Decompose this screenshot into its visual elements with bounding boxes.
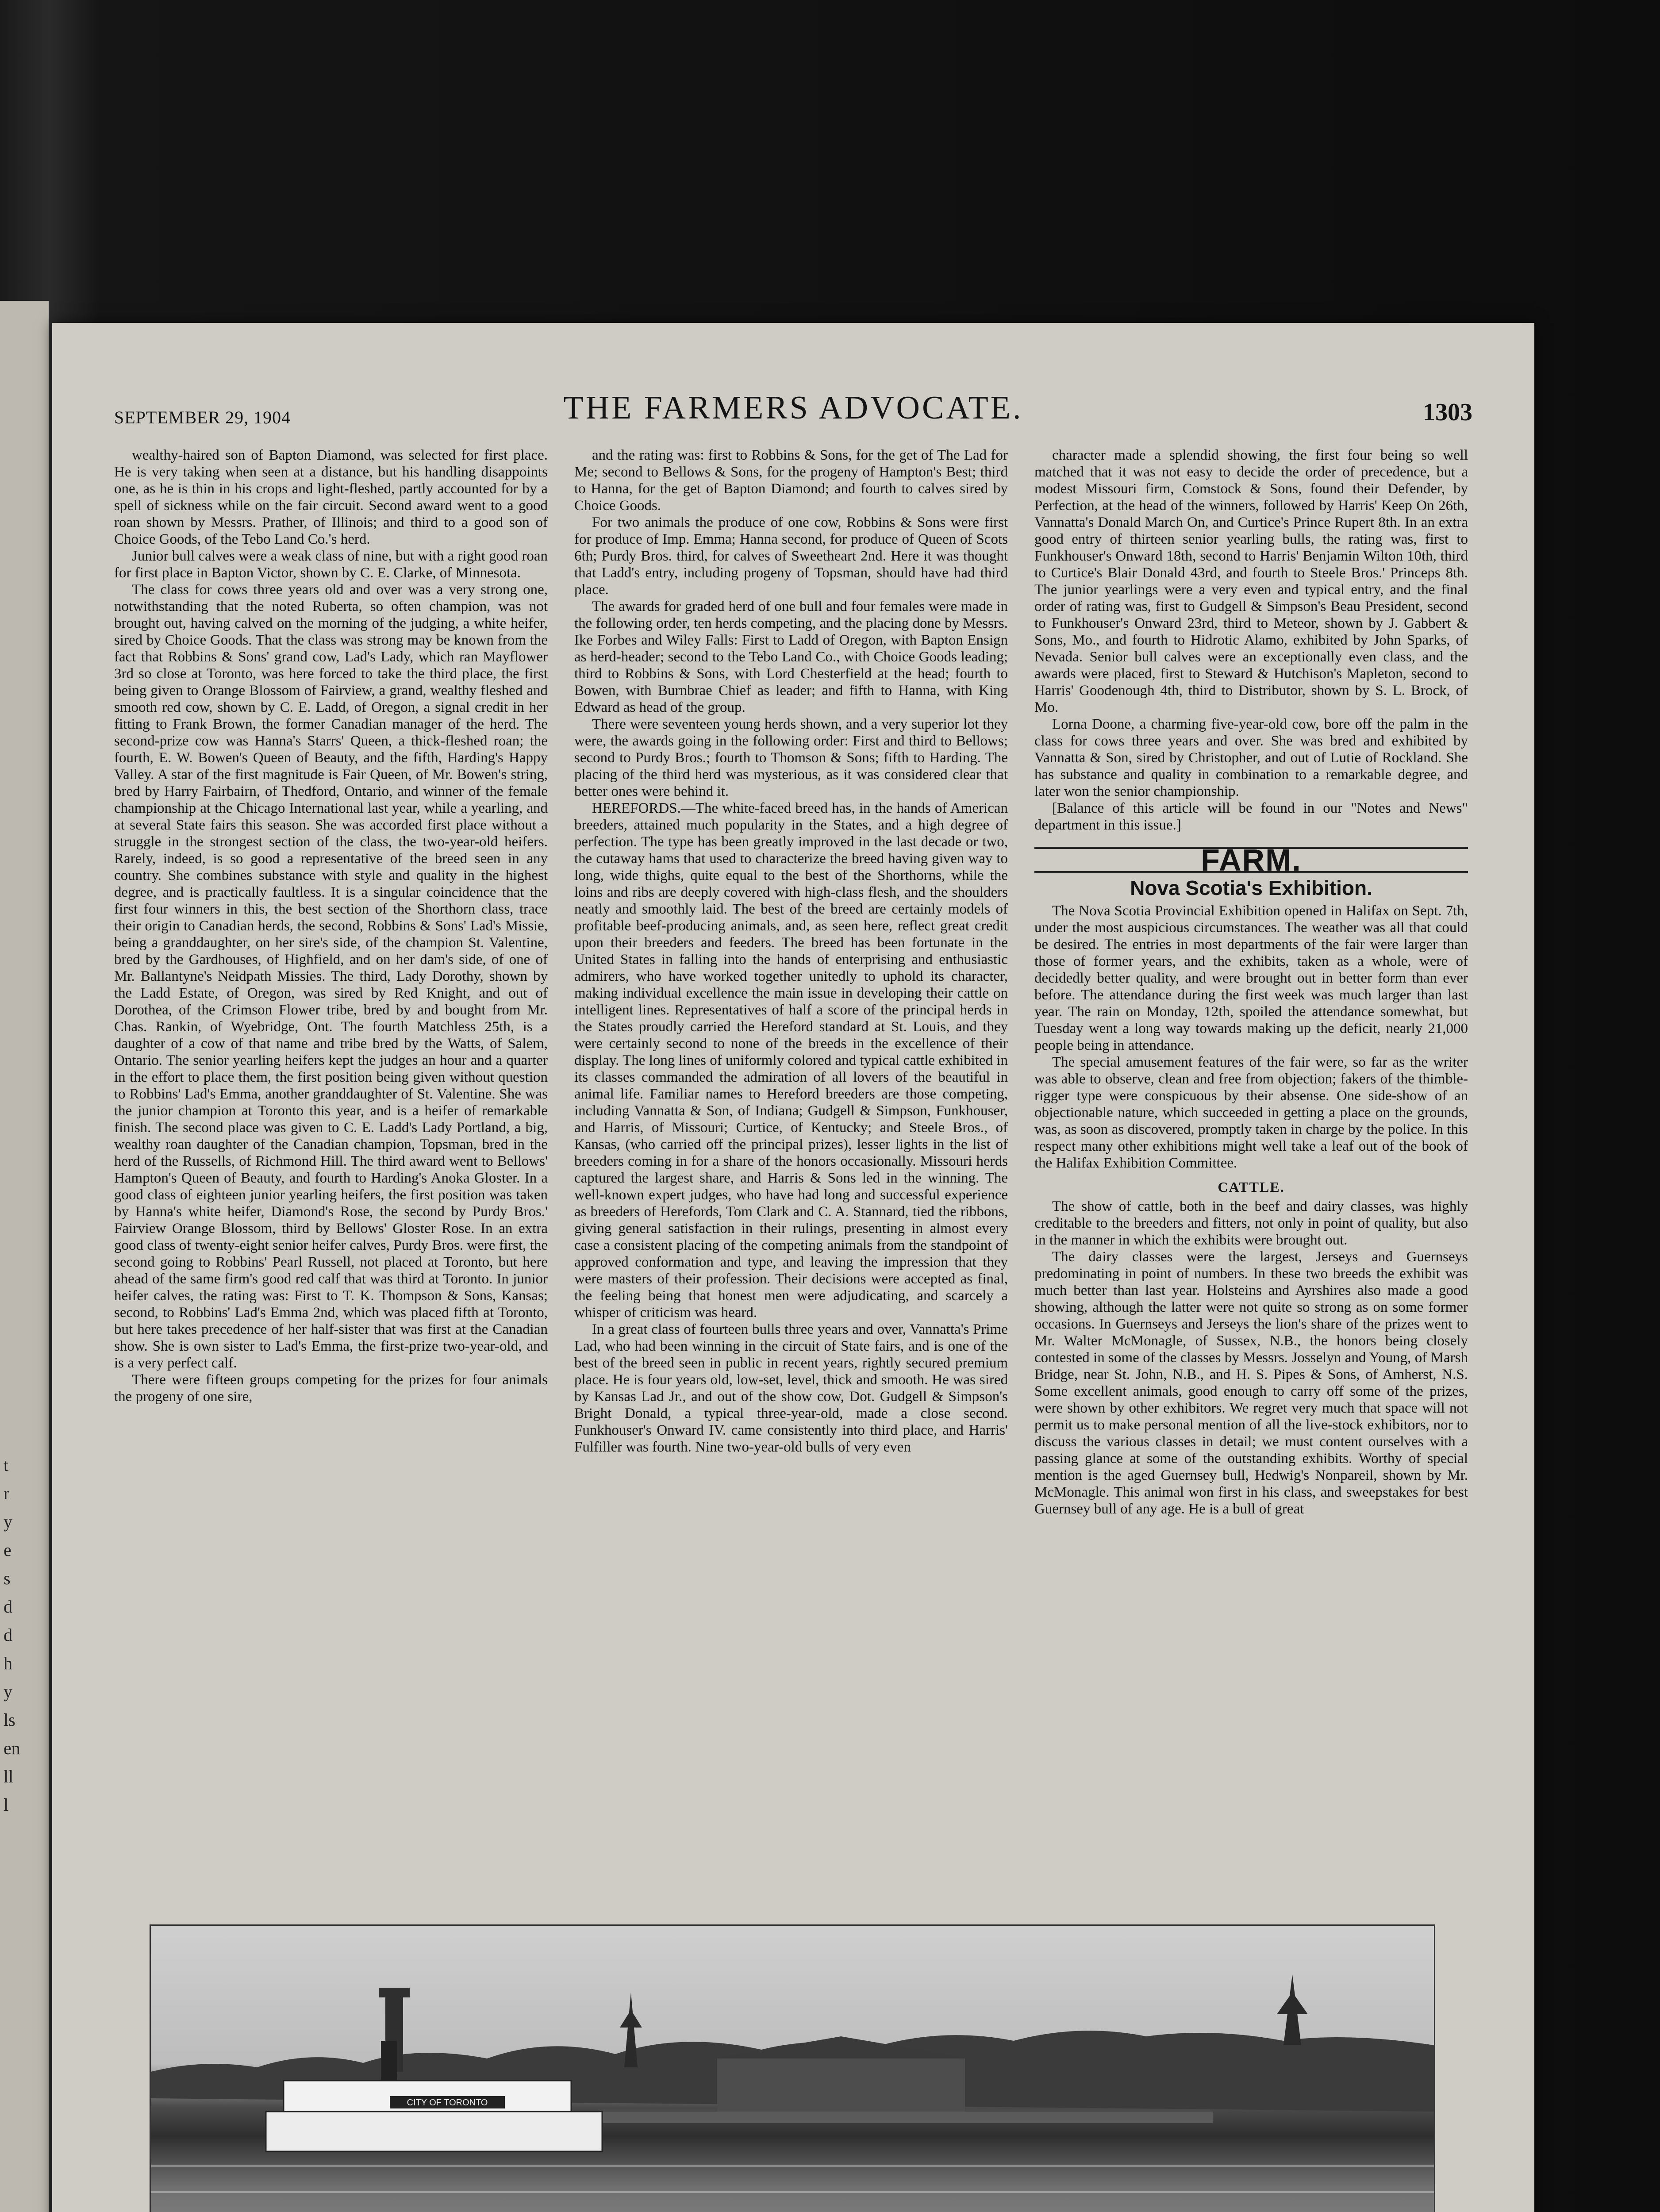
- pine-tree: [1277, 1992, 1308, 2014]
- adjacent-page-fragment: [0, 301, 49, 2212]
- hotel-building: [717, 2058, 965, 2112]
- column-paragraph: The awards for graded herd of one bull and four females were made in the following order, ten herds competing, and the placing done by Messrs. Ike Forbes and Wiley Falls: First to Ladd of Oregon, with Bapton Ensign as herd-header; second to the Tebo Land Co., with Choice Goods leading; third to Robbins & Sons, with Lord Chesterfield at the head; fourth to Bowen, with Burnbrae Chief as leader; and fifth to Hanna, with King Edward as head of the group.: [574, 599, 1008, 715]
- column-paragraph: There were fifteen groups competing for the prizes for four animals the progeny of one sire,: [114, 1372, 548, 1405]
- fragment-letter: r: [4, 1483, 10, 1503]
- column-paragraph: There were seventeen young herds shown, and a very superior lot they were, the awards going in the following order: First and third to Bellows; second to Purdy Bros.; fourth to Thomson & Sons; fifth to Harding. The placing of the third herd was mysterious, as it was considered clear that better ones were behind it.: [574, 716, 1008, 799]
- newspaper-page: [52, 323, 1534, 2212]
- farm-section-title: FARM.: [1034, 847, 1468, 873]
- fragment-letter: s: [4, 1568, 11, 1588]
- pine-tree: [624, 1992, 638, 2067]
- steamer-funnel: [381, 2041, 397, 2081]
- water-ripple: [151, 2191, 1434, 2193]
- column-paragraph: For two animals the produce of one cow, Robbins & Sons were first for produce of Imp. Emma; Hanna second, for produce of Queen of Scots 6th; Purdy Bros. third, for calves of Sweetheart 2nd. Here it was thought that Ladd's entry, including progeny of Topsman, should have had third place.: [574, 515, 1008, 598]
- fragment-letter: l: [4, 1795, 9, 1815]
- header-date: SEPTEMBER 29, 1904: [114, 407, 291, 427]
- photo-illustration: [151, 1926, 1434, 2212]
- column-paragraph: The class for cows three years old and over was a very strong one, notwithstanding that the noted Ruberta, so often champion, was not brought out, having calved on the morning of the judging, a white heifer, sired by Choice Goods. That the class was strong may be known from the fact that Robbins & Sons' grand cow, Lad's Lady, which ran Mayflower 3rd so close at Toronto, was here forced to take the third place, the first being given to Orange Blossom of Fairview, a grand, wealthy fleshed and smooth red cow, shown by C. E. Ladd, of Oregon, a signal credit in her fitting to Frank Brown, the former Canadian manager of the herd. The second-prize cow was Hanna's Starrs' Queen, a thick-fleshed roan; the fourth, E. W. Bowen's Queen of Beauty, and the fifth, Harding's Happy Valley. A star of the first magnitude is Fair Queen, of Mr. Bowen's string, bred by Harry Fairbairn, of Thedford, Ontario, and winner of the female championship at the Chicago International last year, while a yearling, and at several State fairs this season. She was accorded first place without a struggle in the strongest section of the class, the two-year-old heifers. Rarely, indeed, is so good a representative of the breed seen in any country. She combines substance with style and quality in the highest degree, and is practically faultless. It is a singular coincidence that the first four winners in this, the best section of the Shorthorn class, trace their origin to Canadian herds, the second, Robbins & Sons' Lad's Missie, being a granddaughter, on her sire's side, of the champion St. Valentine, bred by the Gardhouses, of Highfield, and on her dam's side, of one of Mr. Ballantyne's Neidpath Missies. The third, Lady Dorothy, shown by the Ladd Estate, of Oregon, was sired by Red Knight, and out of Dorothea, of the Crimson Flower tribe, bred by and bought from Mr. Chas. Rankin, of Wyebridge, Ont. The fourth Matchless 25th, is a daughter of a cow of that name and tribe bred by the Watts, of Salem, Ontario. The senior yearling heifers kept the judges an hour and a quarter in the effort to place them, the first position being given without question to Robbins' Lad's Emma, another granddaughter of St. Valentine. She was the junior champion at Toronto this year, and is a heifer of remarkable finish. The second place was given to C. E. Ladd's Lady Portland, a big, wealthy roan daughter of the Canadian champion, Topsman, bred in the herd of the Russells, of Richmond Hill. The third award went to Bellows' Hampton's Queen of Beauty, and fourth to Harding's Anoka Gloster. In a good class of eighteen junior yearling heifers, the first position was taken by Hanna's white heifer, Diamond's Rose, the second by Purdy Bros.' Fairview Orange Blossom, third by Bellows' Gloster Rose. In an extra good class of twenty-eight senior heifer calves, Purdy Bros. were first, the second going to Robbins' Pearl Russell, not placed at Toronto, but here ahead of the same firm's good red calf that was third at Toronto. In junior heifer calves, the rating was: First to T. K. Thompson & Sons, Kansas; second, to Robbins' Lad's Emma 2nd, which was placed fifth at Toronto, but here takes precedence of her half-sister that was first at the Canadian show. She is own sister to Lad's Emma, the first-prize two-year-old, and is a very perfect calf.: [114, 582, 548, 1371]
- fragment-letter: ll: [4, 1767, 14, 1786]
- article-paragraph: The Nova Scotia Provincial Exhibition opened in Halifax on Sept. 7th, under the most auspicious circumstances. The weather was all that could be desired. The entries in most departments of the fair were larger than those of former years, and the exhibits, taken as a whole, were of decidedly better quality, and were brought out in better form than ever before. The attendance during the first week was much larger than last year. The rain on Monday, 12th, spoiled the attendance somewhat, but Tuesday went a long way towards making up the deficit, nearly 21,000 people being in attendance.: [1034, 903, 1468, 1053]
- column-paragraph: and the rating was: first to Robbins & Sons, for the get of The Lad for Me; second to Bellows & Sons, for the progeny of Hampton's Best; third to Hanna, for the get of Bapton Diamond; and fourth to calves sired by Choice Goods.: [574, 447, 1008, 514]
- article-paragraph: The show of cattle, both in the beef and dairy classes, was highly creditable to the breeders and fitters, not only in point of quality, but also in the manner in which the exhibits were brought out.: [1034, 1198, 1468, 1248]
- pine-tree: [620, 2010, 642, 2028]
- column-paragraph: wealthy-haired son of Bapton Diamond, was selected for first place. He is very taking when seen at a distance, but his handling disappoints one, as he is thin in his crops and light-fleshed, partly accounted for by a spell of sickness while on the fair circuit. Second award went to a good roan shown by Messrs. Prather, of Illinois; and third to a good son of Choice Goods, of the Tebo Land Co.'s herd.: [114, 447, 548, 547]
- steamer-hull: [266, 2112, 602, 2151]
- cattle-heading: CATTLE.: [1218, 1179, 1285, 1195]
- ship-name: CITY OF TORONTO: [407, 2098, 488, 2108]
- column-paragraph: Junior bull calves were a weak class of nine, but with a right good roan for first place in Bapton Victor, shown by C. E. Clarke, of Minnesota.: [114, 548, 548, 581]
- column-paragraph: HEREFORDS.—The white-faced breed has, in the hands of American breeders, attained much popularity in the States, and a high degree of perfection. The type has been greatly improved in the last decade or two, the cutaway hams that used to characterize the breed having given way to long, wide thighs, quite equal to the best of the Shorthorns, while the loins and ribs are deeply covered with high-class flesh, and the shoulders neatly and smoothly laid. The best of the breed are certainly models of profitable beef-producing animals, and, as seen here, reflect great credit upon their breeders and feeders. The breed has been fortunate in the United States in falling into the hands of enterprising and enthusiastic admirers, who have worked together unitedly to uphold its character, making individual excellence the main issue in developing their cattle on intelligent lines. Representatives of half a score of the principal herds in the States proudly carried the Hereford standard at St. Louis, and they were certainly second to none of the breeds in the excellence of their display. The long lines of uniformly colored and typical cattle exhibited in its classes commanded the admiration of all lovers of the beautiful in animal life. Familiar names to Hereford breeders are those competing, including Vannatta & Son, of Indiana; Gudgell & Simpson, Funkhouser, and Harris, of Missouri; Curtice, of Kentucky; and Steele Bros., of Kansas, (who carried off the principal prizes), lesser lights in the list of breeders coming in for a share of the honors occasionally. Missouri herds captured the largest share, and Harris & Sons led in the winning. The well-known expert judges, who have had long and successful experience as breeders of Herefords, Tom Clark and C. A. Stannard, tied the ribbons, giving general satisfaction in their rulings, presenting in almost every case a consistent placing of the competing animals from the standpoint of approved conformation and type, and leaving the impression that they were masters of their profession. Their decisions were accepted as final, the feeling being that honest men were adjudicating, and scarcely a whisper of criticism was heard.: [574, 800, 1008, 1321]
- header-title: THE FARMERS ADVOCATE.: [563, 390, 1023, 426]
- column-paragraph: character made a splendid showing, the first four being so well matched that it was not easy to decide the order of precedence, but a modest Missouri firm, Comstock & Sons, found their Defender, by Perfection, at the head of the winners, followed by Harris' Keep On 26th, Vannatta's Donald March On, and Curtice's Prince Rupert 8th. In an extra good entry of thirteen senior yearling bulls, the rating was, first to Funkhouser's Onward 18th, second to Harris' Benjamin Wilton 10th, third to Curtice's Blair Donald 43rd, and fourth to Steele Bros.' Princeps 8th. The junior yearlings were a very even and typical entry, and the final order of rating was, first to Gudgell & Simpson's Beau President, second to Funkhouser's Onward 23rd, third to Meteor, shown by J. Gabbert & Sons, Mo., and fourth to Hidrotic Alamo, exhibited by John Sparks, of Nevada. Senior bull calves were an exceptionally even class, and the awards were placed, first to Steward & Hutchison's Mapleton, second to Harris' Goodenough 4th, third to Distributor, shown by S. L. Brock, of Mo.: [1034, 447, 1468, 715]
- column-paragraph: [Balance of this article will be found in our "Notes and News" department in this issue.]: [1034, 800, 1468, 833]
- column-3: [1034, 447, 1468, 1756]
- fragment-letter: ls: [4, 1710, 15, 1730]
- fragment-letter: y: [4, 1512, 12, 1532]
- fragment-letter: t: [4, 1455, 9, 1475]
- article-paragraph: The special amusement features of the fair were, so far as the writer was able to observe, clean and free from objection; fakers of the thimble-rigger type were conspicuous by their absense. One side-show of an objectionable nature, which succeeded in getting a place on the grounds, was, as soon as discovered, promptly taken in charge by the police. In this respect many other exhibitions might well take a leaf out of the book of the Halifax Exhibition Committee.: [1034, 1054, 1468, 1171]
- fragment-letter: h: [4, 1653, 12, 1673]
- article-title: Nova Scotia's Exhibition.: [1130, 876, 1372, 899]
- fragment-letter: en: [4, 1738, 20, 1758]
- photograph-rose-point: [150, 1924, 1435, 2212]
- dock: [593, 2112, 1213, 2123]
- fragment-letter: d: [4, 1625, 12, 1645]
- fragment-letter: e: [4, 1540, 12, 1560]
- fragment-letter: y: [4, 1682, 12, 1701]
- tower-top: [379, 1988, 410, 1997]
- page-number: 1303: [1423, 399, 1472, 426]
- fragment-letter: d: [4, 1597, 12, 1617]
- page-header: [114, 389, 1472, 438]
- column-paragraph: In a great class of fourteen bulls three years and over, Vannatta's Prime Lad, who had been winning in the circuit of State fairs, and is one of the best of the breed seen in public in recent years, rightly secured premium place. He is four years old, low-set, level, thick and smooth. He was sired by Kansas Lad Jr., and out of the show cow, Dot. Gudgell & Simpson's Bright Donald, a typical three-year-old, made a close second. Funkhouser's Onward IV. came consistently into third place, and Harris' Fulfiller was fourth. Nine two-year-old bulls of very even: [574, 1321, 1008, 1455]
- article-paragraph: The dairy classes were the largest, Jerseys and Guernseys predominating in point of numbers. In these two breeds the exhibit was much better than last year. Holsteins and Ayrshires also made a good showing, although the latter were not quite so strong as on some former occasions. In Guernseys and Jerseys the lion's share of the prizes went to Mr. Walter McMonagle, of Sussex, N.B., the honors being closely contested in some of the classes by Messrs. Josselyn and Young, of Marsh Bridge, near St. John, N.B., and H. S. Pipes & Sons, of Amherst, N.S. Some excellent animals, good enough to carry off some of the prizes, were shown by other exhibitors. We regret very much that space will not permit us to make personal mention of all the live-stock exhibitors, nor to discuss the various classes in detail; we must content ourselves with a passing glance at some of the outstanding exhibits. Worthy of special mention is the aged Guernsey bull, Hedwig's Nonpareil, shown by Mr. McMonagle. This animal won first in his class, and sweepstakes for best Guernsey bull of any age. He is a bull of great: [1034, 1249, 1468, 1517]
- water-ripple: [151, 2165, 1434, 2167]
- column-paragraph: Lorna Doone, a charming five-year-old cow, bore off the palm in the class for cows three years and over. She was bred and exhibited by Vannatta & Son, sired by Christopher, and out of Lutie of Rockland. She has substance and quality in combination to a remarkable degree, and later won the senior championship.: [1034, 716, 1468, 799]
